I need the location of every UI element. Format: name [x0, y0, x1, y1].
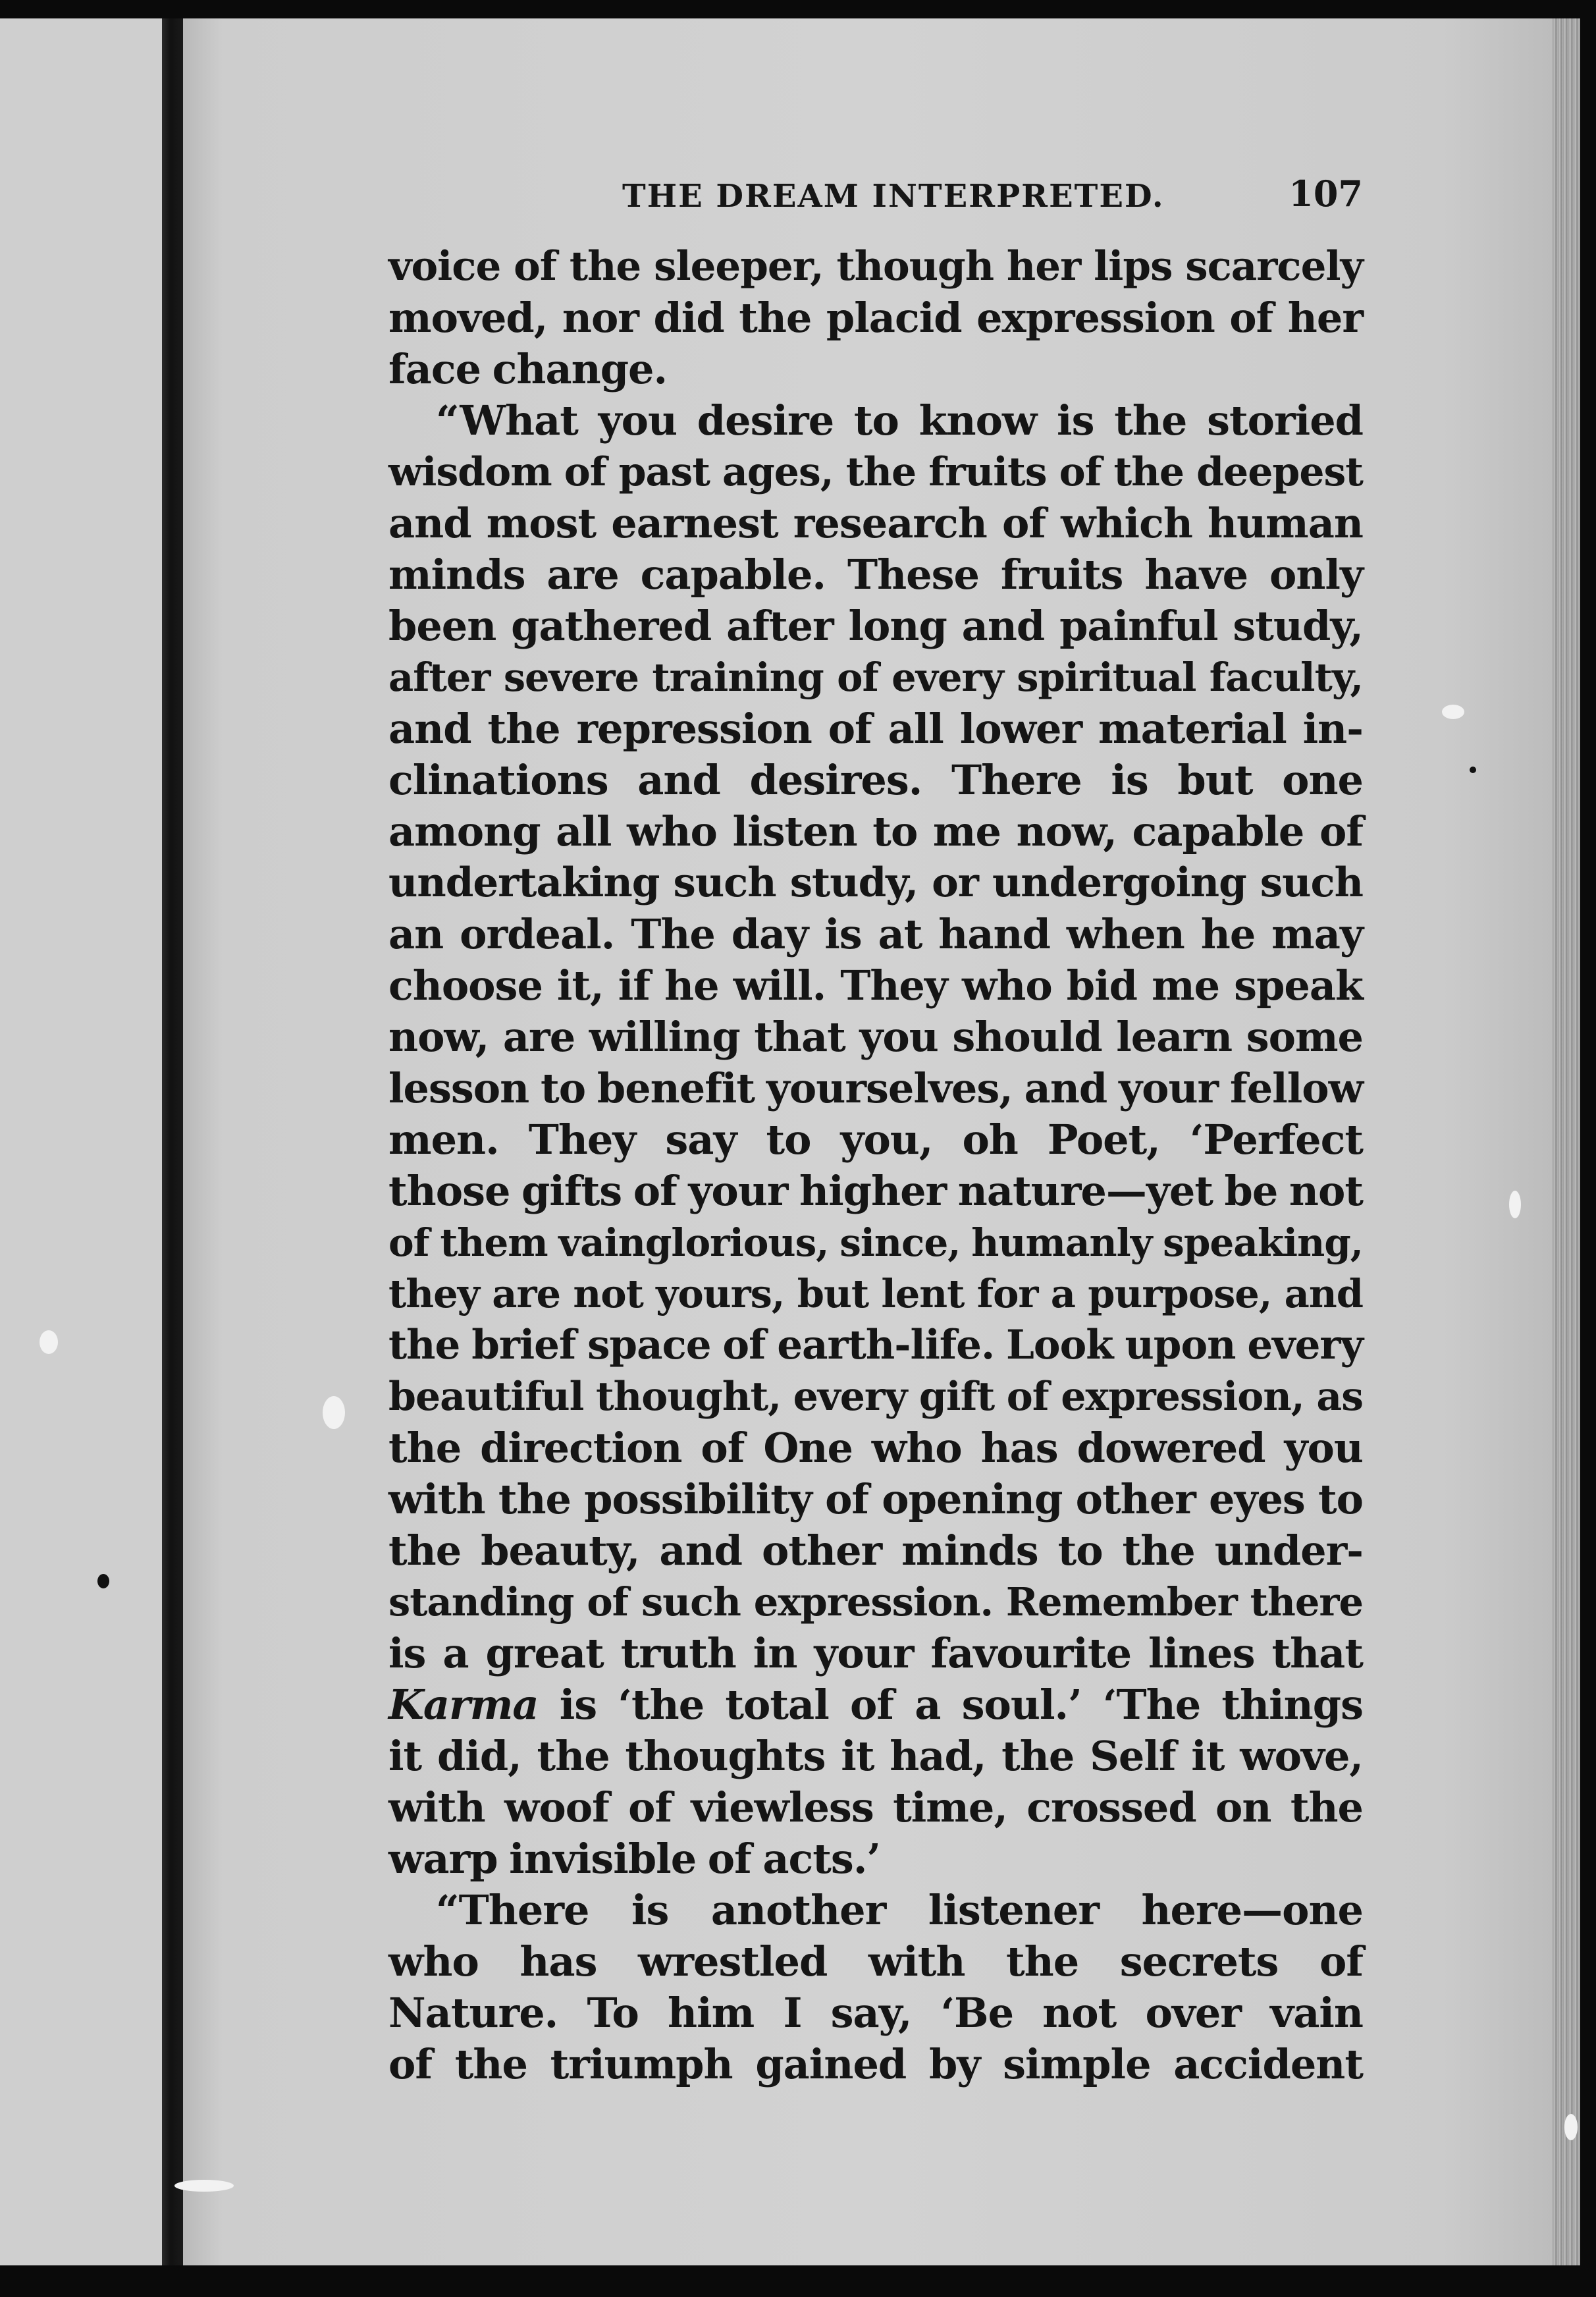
scan-bottom-border: [0, 2265, 1596, 2297]
text-line: Karma is ‘the total of a soul.’ ‘The things: [388, 1681, 1363, 1729]
paper-blemish: [1442, 705, 1464, 719]
paper-blemish: [323, 1396, 345, 1429]
text-line: men. They say to you, oh Poet, ‘Perfect: [388, 1116, 1363, 1164]
text-line: those gifts of your higher nature—yet be not: [388, 1167, 1364, 1215]
text-line: and most earnest research of which human: [388, 499, 1363, 547]
paper-blemish: [174, 2180, 234, 2192]
scan-right-border: [1580, 0, 1596, 2297]
text-line: of the triumph gained by simple accident: [388, 2040, 1363, 2088]
text-line: an ordeal. The day is at hand when he may: [388, 910, 1363, 958]
text-line: beautiful thought, every gift of expression, as: [388, 1374, 1363, 1420]
text-line: among all who listen to me now, capable of: [388, 807, 1363, 855]
text-line: lesson to benefit yourselves, and your fellow: [388, 1064, 1363, 1112]
scan-top-border: [0, 0, 1596, 18]
text-line: they are not yours, but lent for a purpose, and: [388, 1271, 1363, 1316]
paper-blemish: [1509, 1191, 1521, 1218]
text-line: warp invisible of acts.’: [388, 1835, 880, 1883]
text-line: the beauty, and other minds to the under-: [388, 1527, 1363, 1575]
book-gutter: [162, 18, 183, 2265]
page-edges: [1553, 18, 1580, 2265]
text-line: undertaking such study, or undergoing such: [388, 859, 1363, 906]
text-line: and the repression of all lower material in-: [388, 705, 1363, 753]
text-line: after severe training of every spiritual faculty,: [388, 655, 1363, 700]
text-line: with woof of viewless time, crossed on the: [388, 1783, 1363, 1831]
paper-blemish: [1564, 2114, 1578, 2140]
text-line: wisdom of past ages, the fruits of the deepest: [388, 449, 1363, 495]
text-line: is a great truth in your favourite lines that: [388, 1629, 1363, 1677]
text-line: been gathered after long and painful study,: [388, 602, 1363, 650]
page-header: [388, 173, 1363, 225]
text-line: it did, the thoughts it had, the Self it wove,: [388, 1732, 1363, 1780]
text-line: Nature. To him I say, ‘Be not over vain: [388, 1989, 1363, 2037]
text-line: of them vainglorious, since, humanly speaking,: [388, 1220, 1363, 1265]
paper-blemish: [40, 1330, 58, 1354]
text-line: who has wrestled with the secrets of: [388, 1937, 1363, 1986]
text-line: the brief space of earth-life. Look upon every: [388, 1322, 1363, 1368]
text-line: moved, nor did the placid expression of her: [388, 294, 1363, 342]
running-title: THE DREAM INTERPRETED.: [622, 178, 1165, 215]
text-line: “What you desire to know is the storied: [436, 396, 1363, 445]
ink-speck: [97, 1574, 109, 1588]
text-line: choose it, if he will. They who bid me speak: [388, 961, 1363, 1010]
body-text: [388, 241, 1363, 2090]
text-line: now, are willing that you should learn some: [388, 1013, 1363, 1061]
text-line: face change.: [388, 345, 668, 393]
text-line: with the possibility of opening other eyes to: [388, 1475, 1363, 1523]
text-line: clinations and desires. There is but one: [388, 756, 1363, 804]
text-line: minds are capable. These fruits have only: [388, 551, 1363, 599]
text-line: standing of such expression. Remember there: [388, 1579, 1363, 1625]
page-number: 107: [1289, 173, 1363, 215]
text-line: the direction of One who has dowered you: [388, 1424, 1363, 1472]
text-line: voice of the sleeper, though her lips scarcely: [388, 243, 1363, 290]
text-line: “There is another listener here—one: [436, 1886, 1363, 1934]
facing-page-edge: [0, 18, 162, 2265]
ink-speck: [1470, 767, 1476, 773]
